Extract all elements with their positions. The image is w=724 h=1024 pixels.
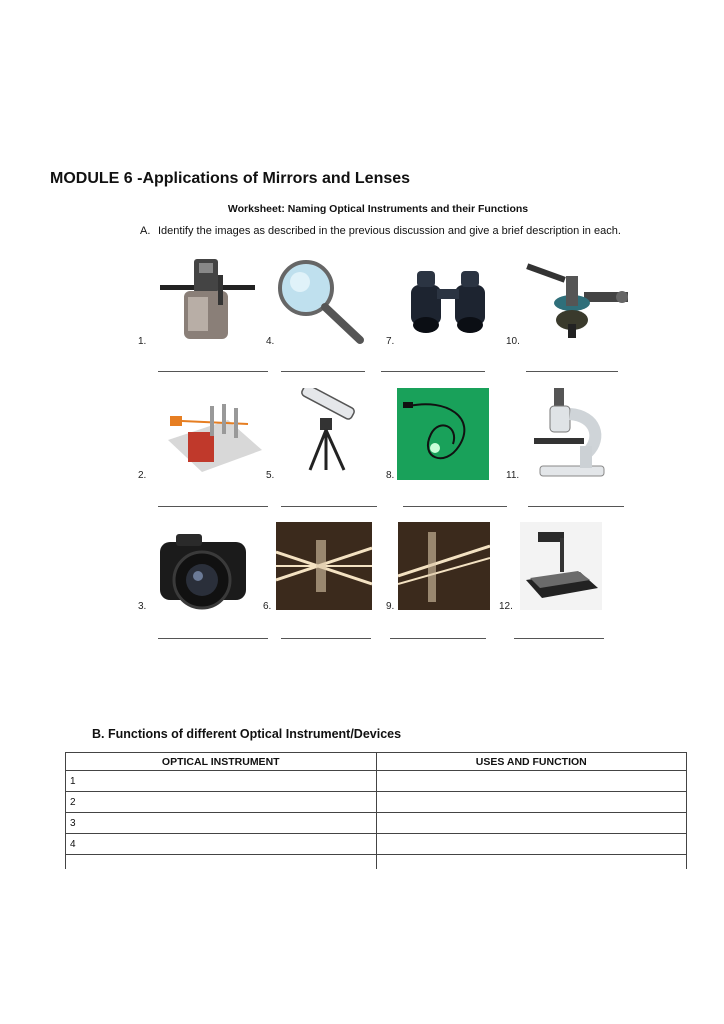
table-row <box>66 771 687 792</box>
section-a-text: Identify the images as described in the previous discussion and give a brief description in each. <box>158 225 621 237</box>
camera-icon <box>158 528 248 612</box>
answer-line <box>526 371 618 372</box>
optics-diagram-icon <box>158 390 266 474</box>
column-header: USES AND FUNCTION <box>376 753 687 771</box>
item-number: 11. <box>506 470 520 481</box>
item-number: 12. <box>499 601 513 612</box>
functions-table <box>65 752 687 876</box>
optical-fiber-icon <box>397 388 489 480</box>
answer-line <box>528 506 624 507</box>
answer-line <box>281 371 365 372</box>
item-number: 9. <box>386 601 395 612</box>
binoculars-icon <box>407 265 489 335</box>
item-number: 3. <box>138 601 147 612</box>
table-cell[interactable] <box>376 792 687 813</box>
microscope-icon <box>530 386 610 478</box>
table-cell[interactable]: 2 <box>66 792 377 813</box>
answer-line <box>403 506 507 507</box>
section-a-letter: A. <box>140 225 151 237</box>
periscope-device-icon <box>160 255 255 345</box>
spectrometer-icon <box>522 258 630 340</box>
telescope-icon <box>296 388 358 472</box>
item-number: 4. <box>266 336 275 347</box>
overhead-projector-icon <box>520 522 602 610</box>
item-number: 6. <box>263 601 272 612</box>
magnifying-glass-icon <box>276 258 366 346</box>
item-number: 7. <box>386 336 395 347</box>
answer-line <box>281 506 377 507</box>
column-header: OPTICAL INSTRUMENT <box>66 753 377 771</box>
table-cell[interactable]: 1 <box>66 771 377 792</box>
light-rays-icon <box>276 522 372 610</box>
item-number: 5. <box>266 470 275 481</box>
table-header-row <box>66 753 687 771</box>
table-cell[interactable] <box>376 813 687 834</box>
table-cell[interactable] <box>376 771 687 792</box>
table-cell[interactable] <box>376 834 687 855</box>
item-number: 1. <box>138 336 147 347</box>
item-number: 8. <box>386 470 395 481</box>
table-row <box>66 813 687 834</box>
table-row <box>66 834 687 855</box>
table-row <box>66 792 687 813</box>
answer-line <box>158 506 268 507</box>
answer-line <box>381 371 485 372</box>
table-cell[interactable]: 3 <box>66 813 377 834</box>
answer-line <box>281 638 371 639</box>
table-cell[interactable]: 4 <box>66 834 377 855</box>
answer-line <box>514 638 604 639</box>
worksheet-title: Worksheet: Naming Optical Instruments and their Functions <box>227 203 529 215</box>
section-b-title: B. Functions of different Optical Instrument/Devices <box>92 727 402 741</box>
answer-line <box>158 371 268 372</box>
item-number: 10. <box>506 336 520 347</box>
answer-line <box>390 638 486 639</box>
module-title: MODULE 6 -Applications of Mirrors and Lenses <box>50 170 411 187</box>
light-rays-icon <box>398 522 490 610</box>
answer-line <box>158 638 268 639</box>
item-number: 2. <box>138 470 147 481</box>
page-crop <box>60 869 700 909</box>
